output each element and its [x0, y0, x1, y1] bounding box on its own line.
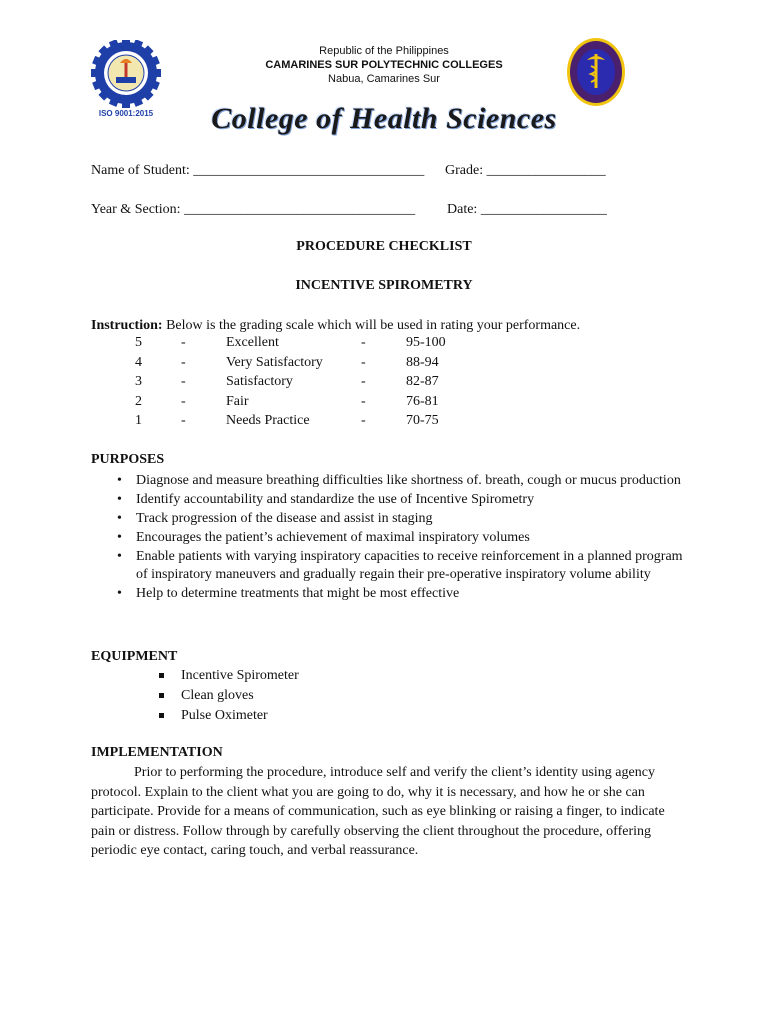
scale-dash: -	[361, 393, 366, 409]
bullet-icon: •	[117, 473, 122, 488]
list-item: • Encourages the patient’s achievement of maximal inspiratory volumes	[117, 530, 530, 545]
square-bullet-icon	[159, 673, 164, 678]
scale-score: 1	[135, 413, 142, 428]
instruction-text: Below is the grading scale which will be used in rating your performance.	[162, 318, 581, 333]
bullet-icon: •	[117, 586, 122, 601]
date-field: Date: __________________	[447, 202, 607, 217]
republic-line: Republic of the Philippines	[319, 45, 449, 57]
scale-range: 88-94	[406, 354, 439, 370]
scale-dash: -	[181, 413, 186, 428]
purposes-list	[91, 472, 691, 604]
scale-dash: -	[181, 374, 186, 389]
list-item: • Enable patients with varying inspiratory capacities to receive reinforcement in a planned program of inspiratory maneuvers and gradually regain their pre-operative inspiratory volume ability	[117, 549, 683, 582]
instruction	[91, 317, 731, 335]
list-item: Incentive Spirometer	[153, 666, 553, 686]
bullet-icon: •	[117, 492, 122, 507]
implementation-paragraph: Prior to performing the procedure, introduce self and verify the client’s identity using agency protocol. Explain to the client what you are going to do, why it is necessary, and how he or she can participate. Provide for a means of communication, such as eye blinking or raising a finger, to indicate pain or distress. Follow through by carefully observing the client throughout the procedure, offering periodic eye contact, caring touch, and verbal reassurance.	[91, 765, 665, 858]
list-item: Pulse Oximeter	[153, 706, 553, 726]
procedure-title: INCENTIVE SPIROMETRY	[295, 278, 473, 293]
scale-dash: -	[361, 335, 366, 350]
list-item: • Help to determine treatments that might be most effective	[117, 586, 460, 601]
purposes-heading: PURPOSES	[91, 452, 165, 467]
equipment-list	[153, 666, 553, 726]
iso-label: ISO 9001:2015	[98, 109, 154, 118]
checklist-title: PROCEDURE CHECKLIST	[296, 239, 472, 254]
scale-rating: Fair	[226, 393, 249, 409]
year-section-field: Year & Section: _________________________________	[91, 202, 416, 217]
list-item: Clean gloves	[153, 686, 553, 706]
grade-field: Grade: _________________	[445, 163, 606, 178]
scale-rating: Satisfactory	[226, 374, 293, 389]
bullet-icon: •	[117, 549, 122, 564]
implementation-heading: IMPLEMENTATION	[91, 745, 223, 760]
scale-range: 76-81	[406, 393, 439, 409]
scale-dash: -	[361, 374, 366, 389]
school-name: CAMARINES SUR POLYTECHNIC COLLEGES	[265, 59, 503, 71]
college-title: College of Health Sciences	[211, 102, 557, 135]
scale-dash: -	[361, 354, 366, 370]
scale-range: 95-100	[406, 335, 446, 350]
scale-rating: Needs Practice	[226, 413, 310, 428]
scale-rating: Very Satisfactory	[226, 354, 323, 370]
scale-score: 5	[135, 335, 142, 350]
grading-scale	[0, 335, 768, 435]
scale-dash: -	[181, 335, 186, 350]
scale-score: 3	[135, 374, 142, 389]
square-bullet-icon	[159, 713, 164, 718]
scale-dash: -	[181, 354, 186, 370]
scale-score: 4	[135, 354, 142, 370]
bullet-icon: •	[117, 511, 122, 526]
scale-range: 82-87	[406, 374, 439, 389]
list-item: • Identify accountability and standardize the use of Incentive Spirometry	[117, 492, 535, 507]
bullet-icon: •	[117, 530, 122, 545]
equipment-heading: EQUIPMENT	[91, 649, 178, 664]
scale-score: 2	[135, 393, 142, 409]
school-address: Nabua, Camarines Sur	[328, 73, 440, 85]
scale-dash: -	[361, 413, 366, 428]
student-name-field: Name of Student: _________________________________	[91, 163, 425, 178]
scale-rating: Excellent	[226, 335, 279, 350]
list-item: • Diagnose and measure breathing difficulties like shortness of. breath, cough or mucus production	[117, 473, 681, 488]
scale-dash: -	[181, 393, 186, 409]
instruction-label: Instruction:	[91, 318, 163, 333]
list-item: • Track progression of the disease and assist in staging	[117, 511, 433, 526]
scale-range: 70-75	[406, 413, 439, 428]
square-bullet-icon	[159, 693, 164, 698]
